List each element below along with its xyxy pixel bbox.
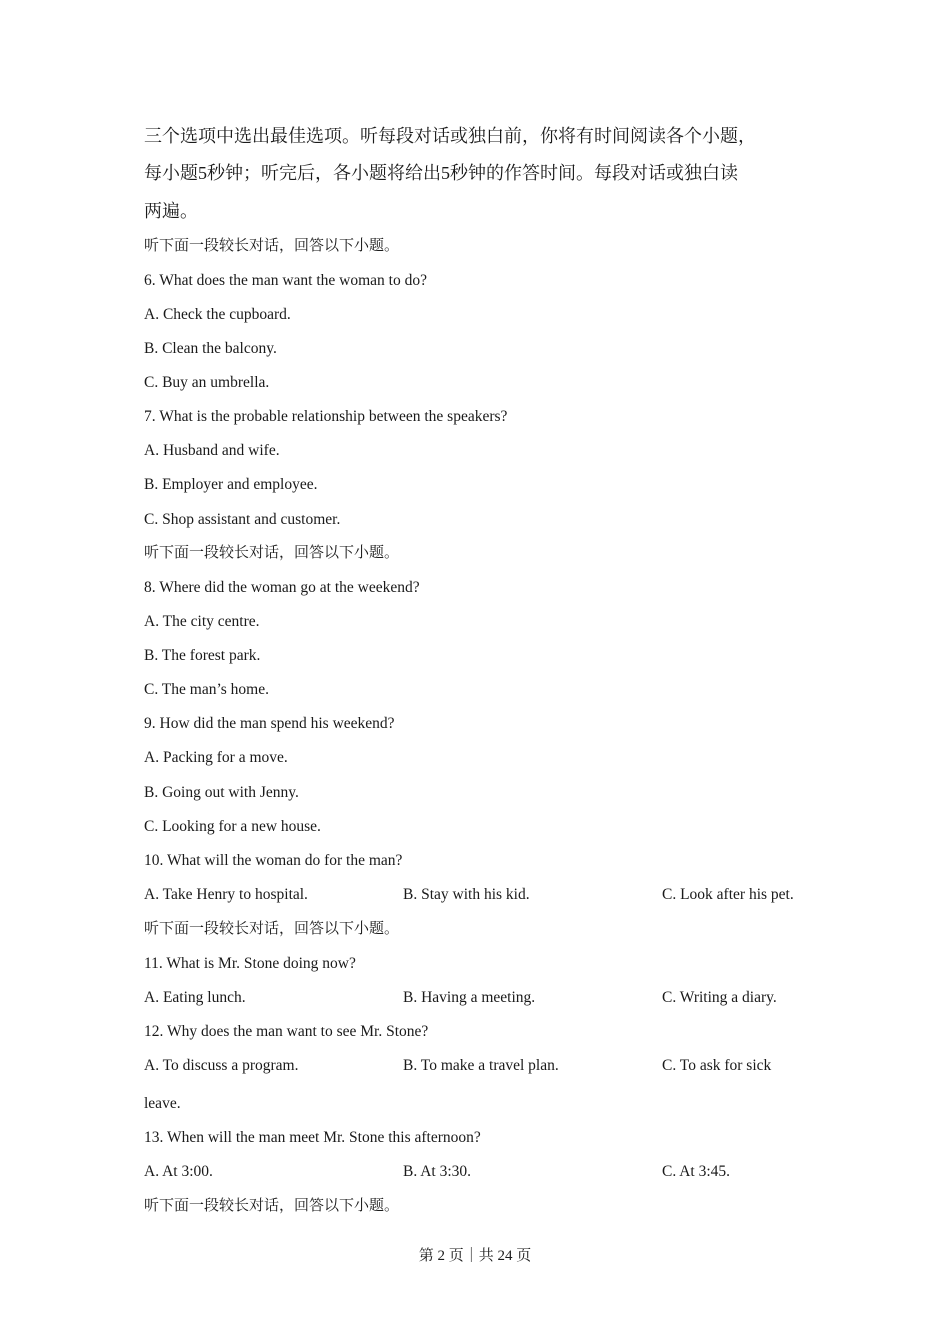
question-10: 10. What will the woman do for the man? — [144, 852, 403, 869]
option-8b: B. The forest park. — [144, 647, 261, 664]
option-6c: C. Buy an umbrella. — [144, 374, 270, 391]
question-9: 9. How did the man spend his weekend? — [144, 715, 395, 732]
section-instruction: 听下面一段较长对话，回答以下小题。 — [144, 1198, 400, 1214]
option-12c: C. To ask for sick — [662, 1057, 772, 1074]
question-12: 12. Why does the man want to see Mr. Stone? — [144, 1023, 429, 1040]
option-9c: C. Looking for a new house. — [144, 818, 321, 835]
option-7c: C. Shop assistant and customer. — [144, 511, 341, 528]
section-instruction: 听下面一段较长对话，回答以下小题。 — [144, 545, 400, 561]
option-7b: B. Employer and employee. — [144, 476, 318, 493]
option-13c: C. At 3:45. — [662, 1163, 731, 1180]
option-8c: C. The man’s home. — [144, 681, 269, 698]
option-10a: A. Take Henry to hospital. — [144, 886, 308, 903]
option-6a: A. Check the cupboard. — [144, 306, 291, 323]
question-11: 11. What is Mr. Stone doing now? — [144, 955, 356, 972]
option-11c: C. Writing a diary. — [662, 989, 777, 1006]
section-instruction: 听下面一段较长对话，回答以下小题。 — [144, 238, 400, 254]
option-9a: A. Packing for a move. — [144, 749, 288, 766]
option-10c: C. Look after his pet. — [662, 886, 794, 903]
option-8a: A. The city centre. — [144, 613, 260, 630]
option-7a: A. Husband and wife. — [144, 442, 280, 459]
option-10b: B. Stay with his kid. — [403, 886, 530, 903]
question-8: 8. Where did the woman go at the weekend? — [144, 579, 420, 596]
option-12c-continued: leave. — [144, 1095, 181, 1112]
intro-line-2: 每小题5秒钟；听完后，各小题将给出5秒钟的作答时间。每段对话或独白读 — [144, 163, 738, 183]
option-11b: B. Having a meeting. — [403, 989, 536, 1006]
question-7: 7. What is the probable relationship between the speakers? — [144, 408, 508, 425]
intro-line-3: 两遍。 — [144, 201, 198, 221]
section-instruction: 听下面一段较长对话，回答以下小题。 — [144, 921, 400, 937]
intro-line-1: 三个选项中选出最佳选项。听每段对话或独白前，你将有时间阅读各个小题， — [144, 126, 756, 146]
option-12b: B. To make a travel plan. — [403, 1057, 559, 1074]
page-footer: 第 2 页｜共 24 页 — [418, 1248, 532, 1264]
option-6b: B. Clean the balcony. — [144, 340, 277, 357]
option-9b: B. Going out with Jenny. — [144, 784, 299, 801]
question-6: 6. What does the man want the woman to do? — [144, 272, 427, 289]
option-13b: B. At 3:30. — [403, 1163, 472, 1180]
question-13: 13. When will the man meet Mr. Stone this afternoon? — [144, 1129, 481, 1146]
option-11a: A. Eating lunch. — [144, 989, 246, 1006]
option-12a: A. To discuss a program. — [144, 1057, 299, 1074]
option-13a: A. At 3:00. — [144, 1163, 213, 1180]
